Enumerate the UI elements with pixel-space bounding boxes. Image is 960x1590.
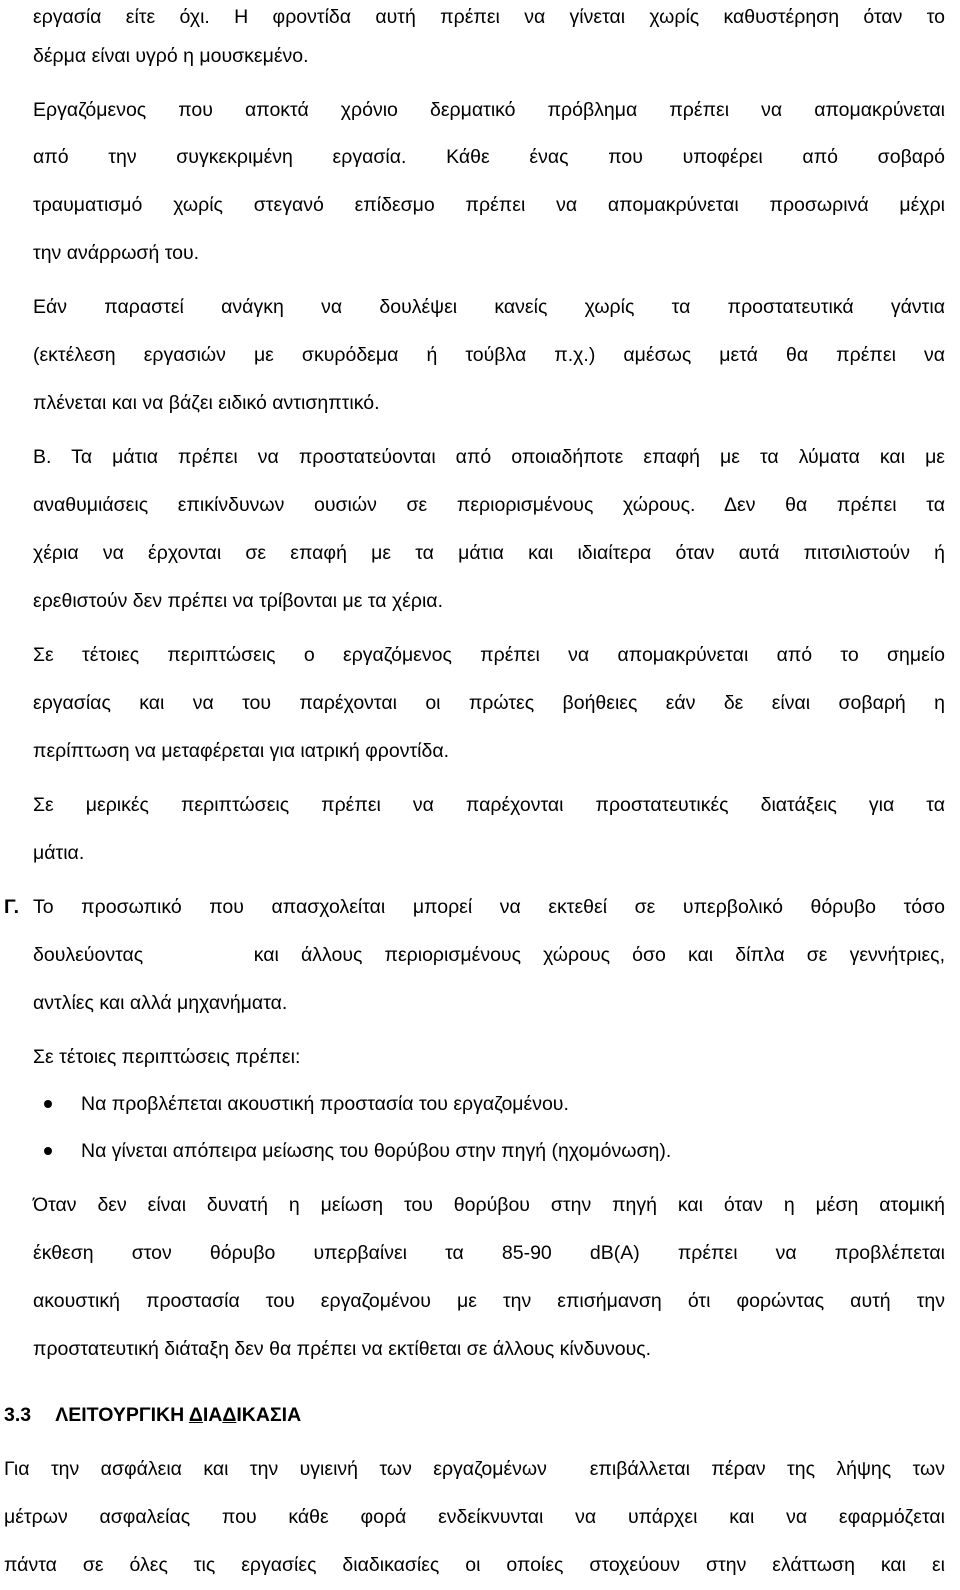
text-line: πλένεται και να βάζει ειδικό αντισηπτικό. bbox=[33, 392, 380, 414]
text-line: ακουστική προστασία του εργαζομένου με την επισήμανση ότι φορώντας αυτή την bbox=[33, 1290, 945, 1312]
text-line: τραυματισμό χωρίς στεγανό επίδεσμο πρέπει να απομακρύνεται προσωρινά μέχρι bbox=[33, 194, 945, 216]
list-item: Να γίνεται απόπειρα μείωσης του θορύβου στην πηγή (ηχομόνωση). bbox=[81, 1140, 672, 1162]
text-line: προστατευτική διάταξη δεν θα πρέπει να εκτίθεται σε άλλους κίνδυνους. bbox=[33, 1338, 652, 1360]
text-line: Για την ασφάλεια και την υγιεινή των εργαζομένων επιβάλλεται πέραν της λήψης των bbox=[4, 1458, 945, 1480]
heading-text: Δ bbox=[188, 1404, 203, 1426]
text-line: δουλεύοντας και άλλους περιορισμένους χώρους όσο και δίπλα σε γεννήτριες, bbox=[33, 944, 945, 966]
text-line: μέτρων ασφαλείας που κάθε φορά ενδείκνυνται να υπάρχει και να εφαρμόζεται bbox=[4, 1506, 945, 1528]
list-item: Να προβλέπεται ακουστική προστασία του εργαζομένου. bbox=[81, 1093, 569, 1115]
text-line: πάντα σε όλες τις εργασίες διαδικασίες οι οποίες στοχεύουν στην ελάττωση και ει bbox=[4, 1554, 945, 1576]
bullet-icon bbox=[44, 1147, 52, 1155]
heading-text: ΛΕΙΤΟΥΡΓΙΚΗ bbox=[55, 1404, 189, 1426]
text-line: ερεθιστούν δεν πρέπει να τρίβονται με τα χέρια. bbox=[33, 590, 443, 612]
text-line: εργασία είτε όχι. Η φροντίδα αυτή πρέπει να γίνεται χωρίς καθυστέρηση όταν το bbox=[33, 6, 945, 28]
heading-text: ΙΑ bbox=[202, 1404, 223, 1426]
text-line: την ανάρρωσή του. bbox=[33, 242, 200, 264]
text-line: Σε τέτοιες περιπτώσεις ο εργαζόμενος πρέπει να απομακρύνεται από το σημείο bbox=[33, 644, 945, 666]
heading-text: ΙΚΑΣΙΑ bbox=[236, 1404, 302, 1426]
text-line: Το προσωπικό που απασχολείται μπορεί να εκτεθεί σε υπερβολικό θόρυβο τόσο bbox=[33, 896, 945, 918]
text-line: αναθυμιάσεις επικίνδυνων ουσιών σε περιορισμένους χώρους. Δεν θα πρέπει τα bbox=[33, 494, 945, 516]
text-line: αντλίες και αλλά μηχανήματα. bbox=[33, 992, 288, 1014]
section-heading bbox=[4, 1402, 301, 1428]
text-line: εργασίας και να του παρέχονται οι πρώτες βοήθειες εάν δε είναι σοβαρή η bbox=[33, 692, 945, 714]
text-line: μάτια. bbox=[33, 842, 85, 864]
text-line: από την συγκεκριμένη εργασία. Κάθε ένας που υποφέρει από σοβαρό bbox=[33, 146, 945, 168]
text-line: δέρμα είναι υγρό η μουσκεμένο. bbox=[33, 45, 309, 67]
text-line: Εργαζόμενος που αποκτά χρόνιο δερματικό πρόβλημα πρέπει να απομακρύνεται bbox=[33, 99, 945, 121]
text-line: Β. Τα μάτια πρέπει να προστατεύονται από οποιαδήποτε επαφή με τα λύματα και με bbox=[33, 446, 945, 468]
bullet-icon bbox=[44, 1100, 52, 1108]
text-line: χέρια να έρχονται σε επαφή με τα μάτια και ιδιαίτερα όταν αυτά πιτσιλιστούν ή bbox=[33, 542, 945, 564]
text-line: Σε μερικές περιπτώσεις πρέπει να παρέχονται προστατευτικές διατάξεις για τα bbox=[33, 794, 945, 816]
section-label-g: Γ. bbox=[4, 896, 19, 918]
text-line: Εάν παραστεί ανάγκη να δουλέψει κανείς χωρίς τα προστατευτικά γάντια bbox=[33, 296, 945, 318]
text-line: (εκτέλεση εργασιών με σκυρόδεμα ή τούβλα π.χ.) αμέσως μετά θα πρέπει να bbox=[33, 344, 945, 366]
text-line: περίπτωση να μεταφέρεται για ιατρική φροντίδα. bbox=[33, 740, 450, 762]
heading-text: Δ bbox=[222, 1404, 237, 1426]
text-line: Σε τέτοιες περιπτώσεις πρέπει: bbox=[33, 1046, 301, 1068]
text-line: Όταν δεν είναι δυνατή η μείωση του θορύβου στην πηγή και όταν η μέση ατομική bbox=[33, 1194, 945, 1216]
heading-number: 3.3 bbox=[4, 1404, 32, 1426]
text-line: έκθεση στον θόρυβο υπερβαίνει τα 85-90 dB(A) πρέπει να προβλέπεται bbox=[33, 1242, 945, 1264]
